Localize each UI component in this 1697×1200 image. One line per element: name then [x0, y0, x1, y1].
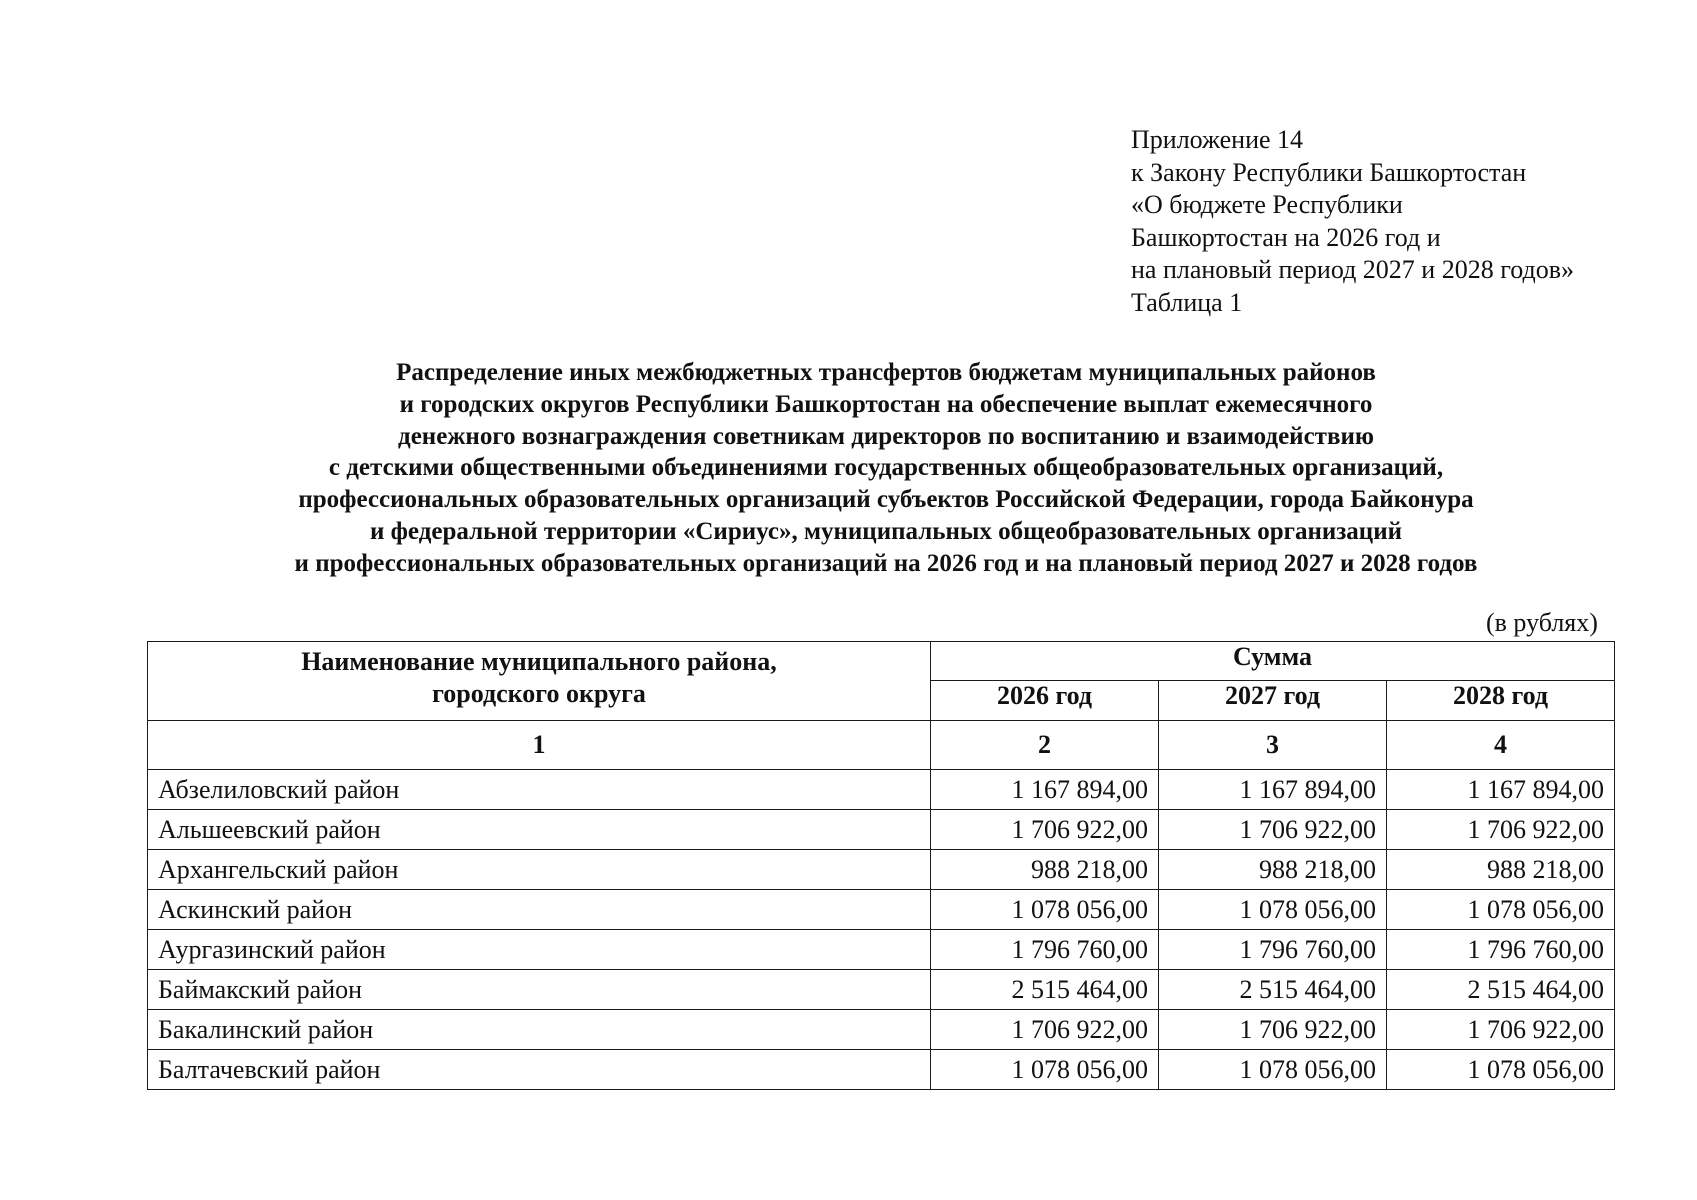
amount-2027: 1 078 056,00: [1159, 890, 1387, 930]
title-line: и профессиональных образовательных организаций на 2026 год и на плановый период 2027 и 2028 годов: [294, 549, 1478, 577]
amount-2027: 1 078 056,00: [1159, 1050, 1387, 1090]
amount-2027: 1 796 760,00: [1159, 930, 1387, 970]
header-name-line2: городского округа: [432, 679, 646, 708]
appendix-line: «О бюджете Республики: [1131, 190, 1403, 219]
appendix-line: Таблица 1: [1131, 287, 1243, 317]
table-row: [148, 970, 1615, 1010]
district-name: Аургазинский район: [148, 930, 931, 970]
appendix-line: Башкортостан на 2026 год и: [1131, 222, 1441, 252]
header-year-2027: 2027 год: [1159, 681, 1387, 721]
table-row: [148, 1050, 1615, 1090]
amount-2028: 988 218,00: [1387, 850, 1615, 890]
distribution-table: [147, 641, 1615, 1090]
column-number: 4: [1387, 721, 1615, 770]
table-row: [148, 890, 1615, 930]
unit-label: (в рублях): [1486, 608, 1598, 637]
title-line: Распределение иных межбюджетных трансфертов бюджетам муниципальных районов: [396, 359, 1376, 386]
title-line: денежного вознаграждения советникам директоров по воспитанию и взаимодействию: [398, 422, 1374, 450]
header-year-2028: 2028 год: [1387, 681, 1615, 721]
amount-2027: 1 167 894,00: [1159, 770, 1387, 810]
amount-2026: 1 078 056,00: [931, 890, 1159, 930]
amount-2027: 988 218,00: [1159, 850, 1387, 890]
title-line: с детскими общественными объединениями государственных общеобразовательных организаций,: [328, 454, 1444, 482]
amount-2028: 1 706 922,00: [1387, 1010, 1615, 1050]
amount-2026: 988 218,00: [931, 850, 1159, 890]
header-name: [148, 642, 931, 721]
amount-2026: 1 167 894,00: [931, 770, 1159, 810]
amount-2026: 1 078 056,00: [931, 1050, 1159, 1090]
table-row: [148, 930, 1615, 970]
table-row: [148, 1010, 1615, 1050]
header-sum: Сумма: [931, 642, 1615, 681]
amount-2028: 2 515 464,00: [1387, 970, 1615, 1010]
district-name: Альшеевский район: [148, 810, 931, 850]
appendix-line: Приложение 14: [1131, 125, 1304, 154]
amount-2027: 1 706 922,00: [1159, 810, 1387, 850]
amount-2027: 2 515 464,00: [1159, 970, 1387, 1010]
title-line: профессиональных образовательных организаций субъектов Российской Федерации, города Байконура: [298, 486, 1474, 514]
column-number: 3: [1159, 721, 1387, 770]
amount-2028: 1 706 922,00: [1387, 810, 1615, 850]
district-name: Бакалинский район: [148, 1010, 931, 1050]
amount-2026: 2 515 464,00: [931, 970, 1159, 1010]
document-title: [120, 357, 1652, 580]
table-row: [148, 770, 1615, 810]
header-year-2026: 2026 год: [931, 681, 1159, 721]
column-number: 1: [148, 721, 931, 770]
amount-2028: 1 078 056,00: [1387, 890, 1615, 930]
table-row: [148, 810, 1615, 850]
district-name: Баймакский район: [148, 970, 931, 1010]
amount-2028: 1 167 894,00: [1387, 770, 1615, 810]
amount-2026: 1 706 922,00: [931, 1010, 1159, 1050]
header-name-line1: Наименование муниципального района,: [301, 647, 777, 676]
appendix-block: [1131, 124, 1574, 319]
amount-2026: 1 706 922,00: [931, 810, 1159, 850]
district-name: Аскинский район: [148, 890, 931, 930]
title-line: и федеральной территории «Сириус», муниципальных общеобразовательных организаций: [369, 517, 1403, 545]
appendix-line: к Закону Республики Башкортостан: [1131, 157, 1527, 187]
amount-2026: 1 796 760,00: [931, 930, 1159, 970]
appendix-line: на плановый период 2027 и 2028 годов»: [1131, 255, 1574, 284]
column-number: 2: [931, 721, 1159, 770]
district-name: Архангельский район: [148, 850, 931, 890]
amount-2028: 1 796 760,00: [1387, 930, 1615, 970]
amount-2028: 1 078 056,00: [1387, 1050, 1615, 1090]
title-line: и городских округов Республики Башкортостан на обеспечение выплат ежемесячного: [399, 390, 1373, 418]
district-name: Балтачевский район: [148, 1050, 931, 1090]
table-row: [148, 850, 1615, 890]
district-name: Абзелиловский район: [148, 770, 931, 810]
amount-2027: 1 706 922,00: [1159, 1010, 1387, 1050]
